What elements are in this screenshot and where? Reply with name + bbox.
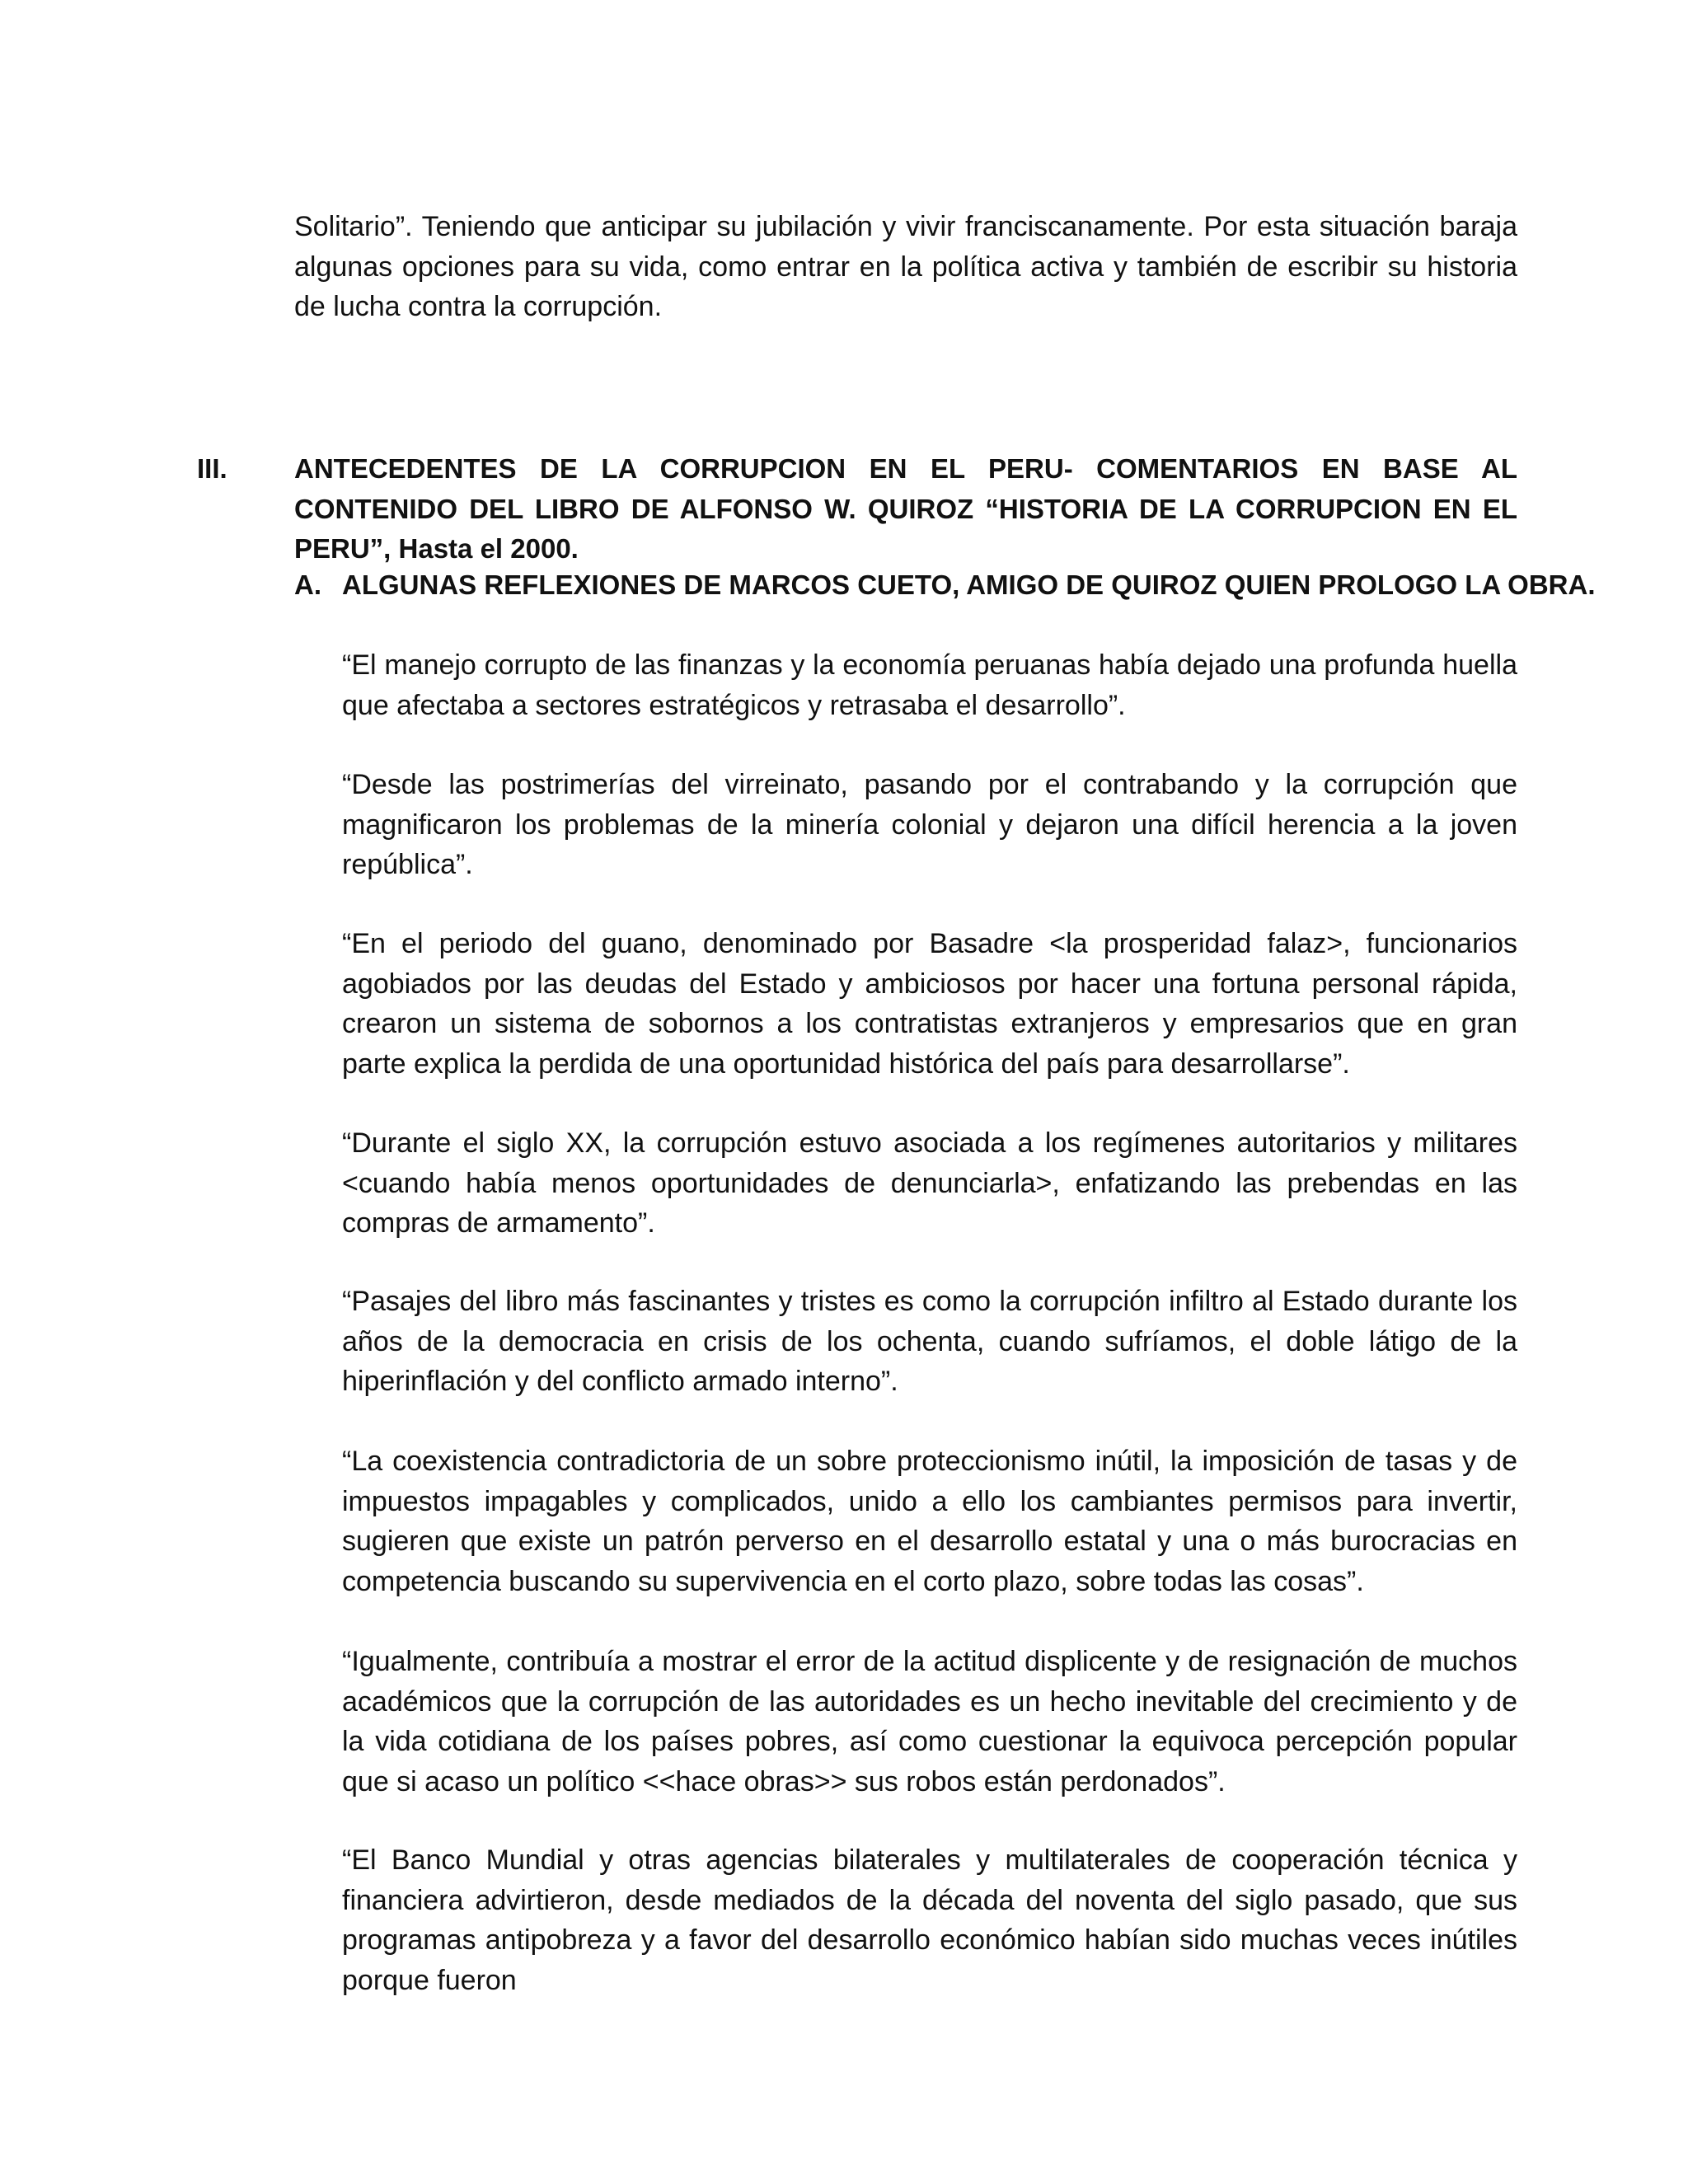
quote-paragraph: “Igualmente, contribuía a mostrar el error de la actitud displicente y de resignación de muchos académicos que la corrupción de las autoridades es un hecho inevitable del crecimiento y de la vida cotidiana de los países pobres, así como cuestionar la equivoca percepción popular que si acaso un político <<hace obras>> sus robos están perdonados”. [342,1646,1517,1797]
subsection-letter: A. [294,569,321,600]
quote-paragraph: “La coexistencia contradictoria de un sobre proteccionismo inútil, la imposición de tasas y de impuestos impagables y complicados, unido a ello los cambiantes permisos para invertir, sugieren que existe un patrón perverso en el desarrollo estatal y una o más burocracias en competencia buscando su supervivencia en el corto plazo, sobre todas las cosas”. [342,1446,1517,1597]
section-heading: ANTECEDENTES DE LA CORRUPCION EN EL PERU- COMENTARIOS EN BASE AL CONTENIDO DEL LIBRO DE ALFONSO W. QUIROZ “HISTORIA DE LA CORRUPCION EN EL PERU”, Hasta el 2000. [294,453,1517,564]
quote-paragraph: “El Banco Mundial y otras agencias bilaterales y multilaterales de cooperación técnica y financiera advirtieron, desde mediados de la década del noventa del siglo pasado, que sus programas antipobreza y a favor del desarrollo económico habían sido muchas veces inútiles porque fueron [342,1844,1517,1996]
section-number: III. [197,453,227,484]
intro-paragraph: Solitario”. Teniendo que anticipar su jubilación y vivir franciscanamente. Por esta situación baraja algunas opciones para su vida, como entrar en la política activa y también de escribir su historia de lucha contra la corrupción. [294,211,1517,322]
subsection-heading: ALGUNAS REFLEXIONES DE MARCOS CUETO, AMIGO DE QUIROZ QUIEN PROLOGO LA OBRA. [342,569,1596,600]
quote-paragraph: “Pasajes del libro más fascinantes y tristes es como la corrupción infiltro al Estado durante los años de la democracia en crisis de los ochenta, cuando sufríamos, el doble látigo de la hiperinflación y del conflicto armado interno”. [342,1286,1517,1397]
quote-paragraph: “En el periodo del guano, denominado por Basadre <la prosperidad falaz>, funcionarios agobiados por las deudas del Estado y ambiciosos por hacer una fortuna personal rápida, crearon un sistema de sobornos a los contratistas extranjeros y empresarios que en gran parte explica la perdida de una oportunidad histórica del país para desarrollarse”. [342,928,1517,1080]
quote-paragraph: “Desde las postrimerías del virreinato, pasando por el contrabando y la corrupción que magnificaron los problemas de la minería colonial y dejaron una difícil herencia a la joven república”. [342,769,1517,880]
quote-paragraph: “Durante el siglo XX, la corrupción estuvo asociada a los regímenes autoritarios y militares <cuando había menos oportunidades de denunciarla>, enfatizando las prebendas en las compras de armamento”. [342,1127,1517,1239]
quote-paragraph: “El manejo corrupto de las finanzas y la economía peruanas había dejado una profunda huella que afectaba a sectores estratégicos y retrasaba el desarrollo”. [342,649,1517,721]
